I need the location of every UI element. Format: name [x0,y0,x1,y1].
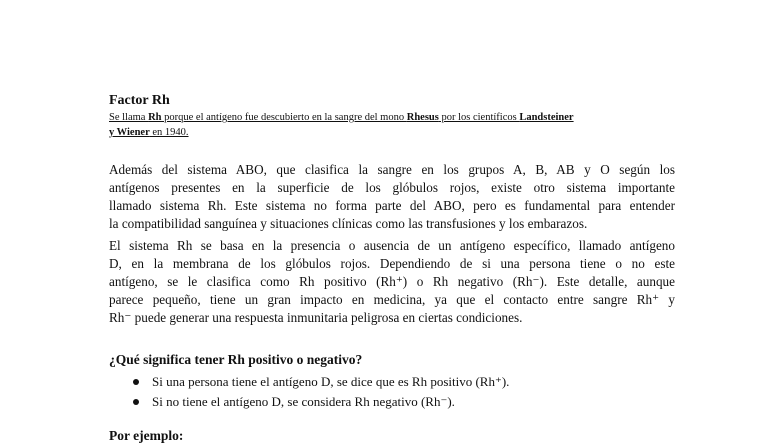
paragraph-line: antígeno, se le clasifica como Rh positivo (Rh⁺) o Rh negativo (Rh⁻). Este detalle, aunque [109,274,675,289]
note-text: porque el antígeno fue descubierto en la sangre del mono [161,112,407,123]
note-text: en 1940. [149,127,189,138]
list-item [133,394,455,410]
note-bold-landsteiner: Landsteiner [519,112,574,123]
note-text: por los científicos [438,112,520,123]
list-item-text: Si no tiene el antígeno D, se considera Rh negativo (Rh⁻). [152,394,455,409]
list-item-text: Si una persona tiene el antígeno D, se dice que es Rh positivo (Rh⁺). [152,374,510,389]
paragraph-rh [109,237,675,327]
paragraph-line: Rh⁻ puede generar una respuesta inmunitaria peligrosa en ciertas condiciones. [109,310,523,325]
note-line-2 [109,127,189,138]
note-bold-wiener: y Wiener [109,127,150,138]
paragraph-line: D, en la membrana de los glóbulos rojos. Dependiendo de si una persona tiene o no este [109,256,675,271]
paragraph-abo [109,161,675,233]
paragraph-line: antígenos presentes en la superficie de los glóbulos rojos, existe otro sistema importante [109,180,675,195]
section-heading: Factor Rh [109,93,170,108]
list-item [133,374,509,390]
question-heading: ¿Qué significa tener Rh positivo o negativo? [109,352,363,367]
paragraph-line: El sistema Rh se basa en la presencia o ausencia de un antígeno específico, llamado antígeno [109,238,675,253]
paragraph-line: llamado sistema Rh. Este sistema no forma parte del ABO, pero es fundamental para entender [109,198,675,213]
bullet-icon [133,399,139,405]
note-text: Se llama [109,112,149,123]
note-line-1 [109,112,574,123]
example-heading: Por ejemplo: [109,428,184,443]
paragraph-line: Además del sistema ABO, que clasifica la sangre en los grupos A, B, AB y O según los [109,162,675,177]
note-bold-rhesus: Rhesus [406,112,439,123]
bullet-icon [133,379,139,385]
paragraph-line: la compatibilidad sanguínea y situaciones clínicas como las transfusiones y los embarazos. [109,216,588,231]
paragraph-line: parece pequeño, tiene un gran impacto en medicina, ya que el contacto entre sangre Rh⁺ y [109,292,675,307]
note-bold-rh: Rh [148,112,162,123]
